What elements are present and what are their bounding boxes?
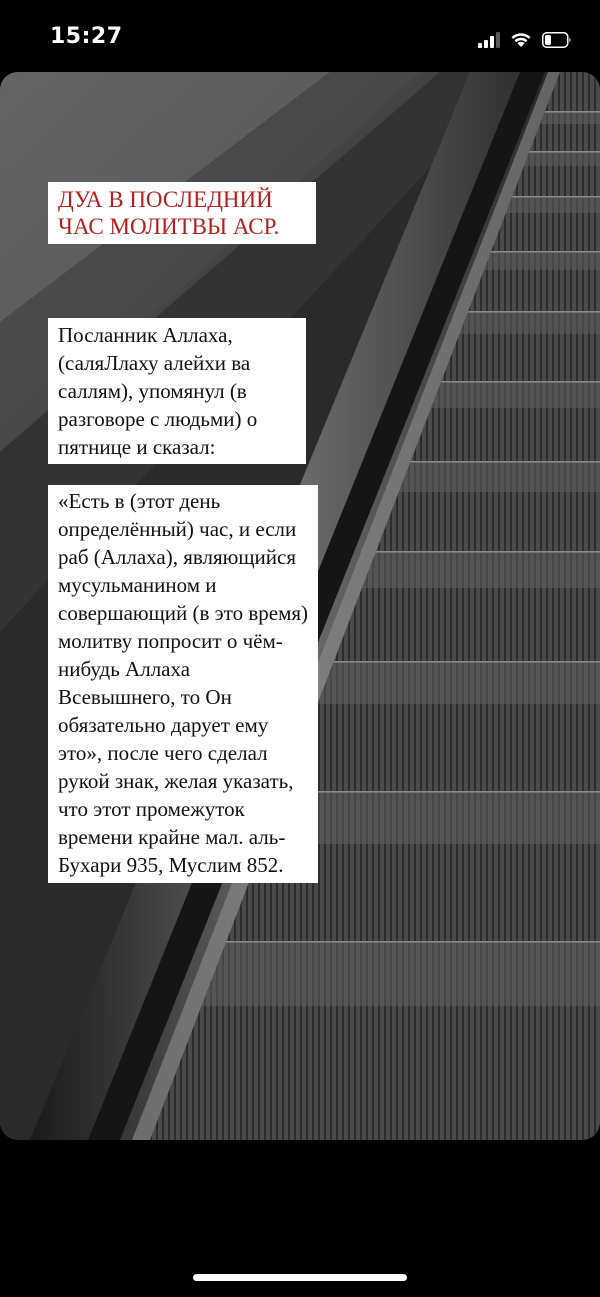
story-card[interactable]	[0, 72, 600, 1140]
wifi-icon	[510, 32, 532, 48]
story-hadith-text: «Есть в (этот день определённый) час, и если раб (Аллаха), являющийся мусульманином и совершающий (в это время) молитву попросит о чём-нибудь Аллаха Всевышнего, то Он обязательно дарует ему это», после чего сделал рукой знак, желая указать, что этот промежуток времени крайне мал. аль-Бухари 935, Муслим 852.	[58, 489, 314, 877]
status-icons	[478, 28, 572, 48]
status-time: 15:27	[50, 24, 123, 49]
status-bar	[0, 0, 600, 72]
story-intro-text: Посланник Аллаха, (саляЛлаху алейхи ва саллям), упомянул (в разговоре с людьми) о пятнице и сказал:	[58, 323, 263, 459]
story-title: ДУА В ПОСЛЕДНИЙ ЧАС МОЛИТВЫ АСР.	[58, 187, 280, 239]
story-title-box	[48, 182, 316, 244]
cellular-signal-icon	[478, 32, 500, 48]
story-hadith-box	[48, 485, 318, 883]
home-indicator[interactable]	[193, 1274, 407, 1281]
battery-icon	[542, 32, 572, 48]
story-intro-box	[48, 318, 306, 464]
